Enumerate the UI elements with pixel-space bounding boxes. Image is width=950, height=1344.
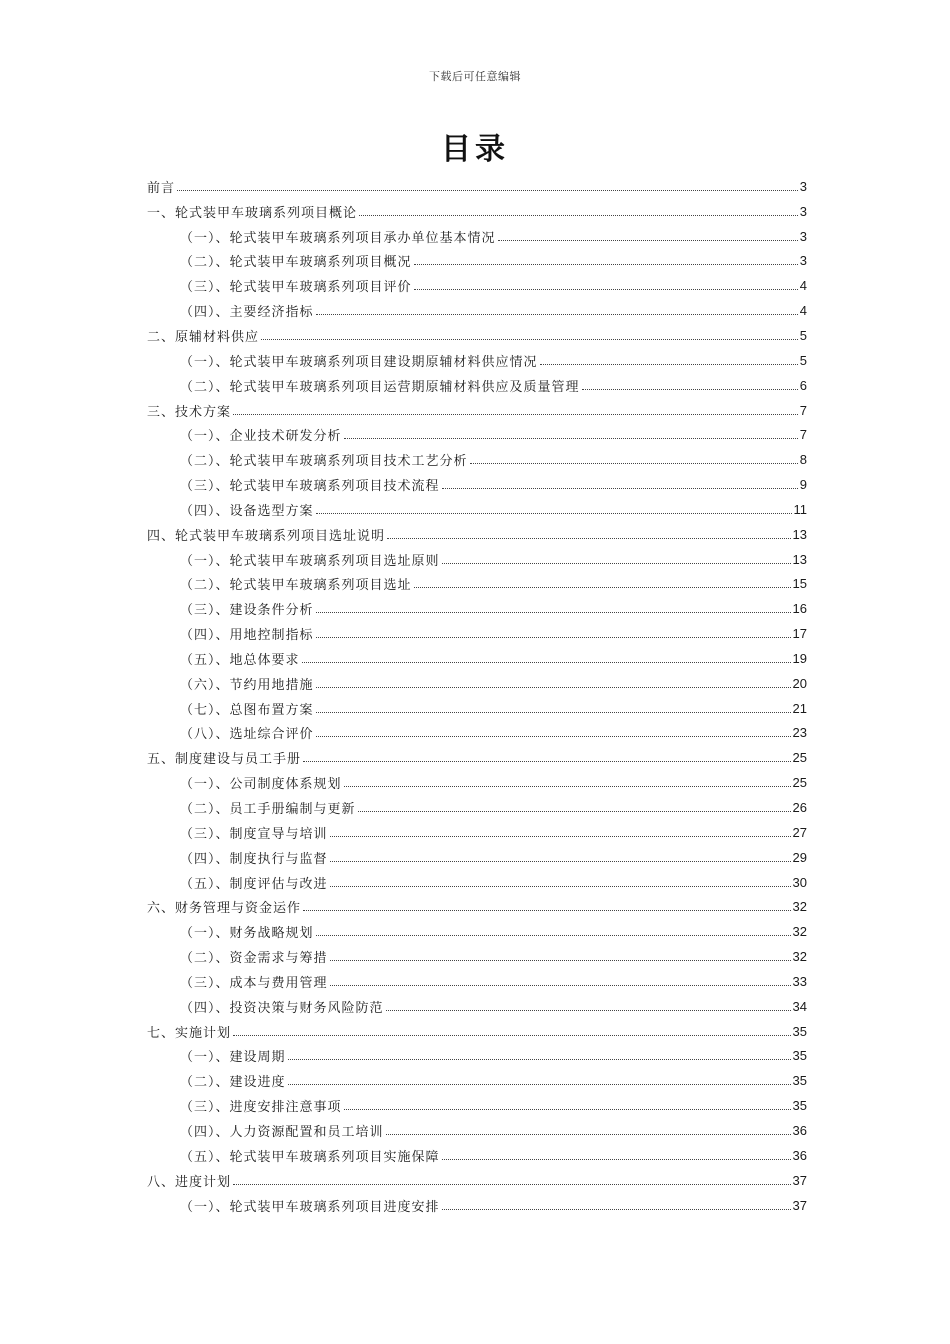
toc-dot-leader — [330, 985, 791, 986]
toc-entry-label: （四）、投资决策与财务风险防范 — [180, 1000, 384, 1016]
toc-entry-label: （七）、总图布置方案 — [180, 702, 314, 718]
toc-entry[interactable] — [147, 1118, 807, 1143]
toc-dot-leader — [233, 414, 798, 415]
table-of-contents — [147, 174, 807, 1217]
toc-entry-label: （三）、成本与费用管理 — [180, 975, 328, 991]
toc-dot-leader — [316, 736, 791, 737]
toc-entry-label: （二）、建设进度 — [180, 1075, 286, 1091]
toc-entry-label: （四）、设备选型方案 — [180, 503, 314, 519]
toc-entry[interactable] — [147, 298, 807, 323]
toc-dot-leader — [233, 1035, 791, 1036]
toc-page-number: 11 — [793, 501, 807, 517]
toc-entry[interactable] — [147, 596, 807, 621]
toc-page-number: 35 — [792, 1073, 807, 1089]
toc-page-number: 32 — [792, 949, 807, 965]
toc-page-number: 7 — [799, 402, 807, 418]
toc-entry[interactable] — [147, 224, 807, 249]
toc-dot-leader — [316, 712, 791, 713]
toc-entry[interactable] — [147, 820, 807, 845]
toc-entry-label: （三）、制度宣导与培训 — [180, 826, 328, 842]
toc-entry-label: （五）、制度评估与改进 — [180, 876, 328, 892]
toc-page-number: 29 — [792, 849, 807, 865]
toc-page-number: 37 — [792, 1197, 807, 1213]
toc-page-number: 36 — [792, 1122, 807, 1138]
toc-entry[interactable] — [147, 522, 807, 547]
toc-entry-label: （四）、人力资源配置和员工培训 — [180, 1124, 384, 1140]
toc-entry-label: （八）、选址综合评价 — [180, 727, 314, 743]
toc-page-number: 7 — [799, 427, 807, 443]
toc-entry-label: （二）、轮式装甲车玻璃系列项目概况 — [180, 255, 412, 271]
toc-entry[interactable] — [147, 1068, 807, 1093]
toc-entry-label: 三、技术方案 — [147, 404, 232, 420]
toc-entry-label: （五）、地总体要求 — [180, 652, 300, 668]
toc-entry[interactable] — [147, 572, 807, 597]
toc-dot-leader — [414, 587, 791, 588]
toc-dot-leader — [288, 1084, 791, 1085]
toc-entry[interactable] — [147, 745, 807, 770]
toc-entry-label: （三）、进度安排注意事项 — [180, 1100, 342, 1116]
toc-dot-leader — [582, 389, 798, 390]
toc-entry-label: 七、实施计划 — [147, 1025, 232, 1041]
toc-dot-leader — [288, 1059, 791, 1060]
toc-page-number: 3 — [799, 178, 807, 194]
toc-entry[interactable] — [147, 1143, 807, 1168]
toc-page-number: 5 — [799, 352, 807, 368]
toc-page-number: 20 — [792, 675, 807, 691]
toc-page-number: 25 — [792, 750, 807, 766]
toc-page-number: 13 — [792, 526, 807, 542]
toc-entry[interactable] — [147, 323, 807, 348]
toc-entry-label: （三）、建设条件分析 — [180, 603, 314, 619]
toc-dot-leader — [344, 438, 798, 439]
toc-page-number: 25 — [792, 775, 807, 791]
toc-entry-label: 前言 — [147, 180, 176, 196]
toc-entry-label: （六）、节约用地措施 — [180, 677, 314, 693]
toc-entry[interactable] — [147, 249, 807, 274]
toc-page-number: 35 — [792, 1048, 807, 1064]
toc-dot-leader — [414, 264, 798, 265]
toc-page-number: 36 — [792, 1147, 807, 1163]
toc-dot-leader — [540, 364, 798, 365]
toc-entry-label: （二）、轮式装甲车玻璃系列项目选址 — [180, 578, 412, 594]
toc-entry[interactable] — [147, 447, 807, 472]
toc-entry-label: （四）、主要经济指标 — [180, 305, 314, 321]
toc-entry[interactable] — [147, 845, 807, 870]
toc-dot-leader — [316, 637, 791, 638]
toc-entry-label: （二）、轮式装甲车玻璃系列项目技术工艺分析 — [180, 454, 468, 470]
toc-entry-label: 六、财务管理与资金运作 — [147, 901, 302, 917]
toc-dot-leader — [316, 513, 792, 514]
toc-page-number: 8 — [799, 452, 807, 468]
toc-dot-leader — [498, 240, 798, 241]
toc-entry[interactable] — [147, 1168, 807, 1193]
toc-page-number: 27 — [792, 824, 807, 840]
toc-dot-leader — [442, 563, 791, 564]
toc-entry-label: （四）、用地控制指标 — [180, 628, 314, 644]
toc-entry-label: （一）、公司制度体系规划 — [180, 777, 342, 793]
toc-dot-leader — [316, 314, 798, 315]
toc-entry-label: 二、原辅材料供应 — [147, 329, 260, 345]
toc-dot-leader — [316, 612, 791, 613]
toc-dot-leader — [387, 538, 791, 539]
toc-page-number: 34 — [792, 998, 807, 1014]
toc-page-number: 19 — [792, 650, 807, 666]
toc-entry-label: （一）、企业技术研发分析 — [180, 429, 342, 445]
toc-entry[interactable] — [147, 273, 807, 298]
toc-page-number: 16 — [792, 601, 807, 617]
toc-dot-leader — [330, 960, 791, 961]
toc-page-number: 3 — [799, 228, 807, 244]
toc-dot-leader — [303, 761, 791, 762]
toc-page-number: 4 — [799, 303, 807, 319]
toc-entry-label: 八、进度计划 — [147, 1174, 232, 1190]
toc-entry[interactable] — [147, 174, 807, 199]
toc-dot-leader — [358, 811, 791, 812]
toc-entry[interactable] — [147, 547, 807, 572]
toc-entry[interactable] — [147, 919, 807, 944]
toc-entry[interactable] — [147, 1193, 807, 1218]
toc-entry[interactable] — [147, 1093, 807, 1118]
toc-dot-leader — [359, 215, 798, 216]
toc-dot-leader — [442, 1209, 791, 1210]
toc-page-number: 30 — [792, 874, 807, 890]
toc-entry[interactable] — [147, 1044, 807, 1069]
toc-entry[interactable] — [147, 894, 807, 919]
toc-page-number: 15 — [792, 576, 807, 592]
toc-dot-leader — [330, 886, 791, 887]
toc-page-number: 13 — [792, 551, 807, 567]
toc-page-number: 33 — [792, 973, 807, 989]
toc-entry-label: （四）、制度执行与监督 — [180, 851, 328, 867]
toc-page-number: 17 — [792, 626, 807, 642]
toc-entry[interactable] — [147, 944, 807, 969]
toc-entry[interactable] — [147, 373, 807, 398]
toc-entry[interactable] — [147, 696, 807, 721]
toc-entry[interactable] — [147, 199, 807, 224]
toc-entry[interactable] — [147, 621, 807, 646]
toc-entry-label: （二）、员工手册编制与更新 — [180, 802, 356, 818]
toc-page-number: 23 — [792, 725, 807, 741]
toc-entry-label: （一）、财务战略规划 — [180, 926, 314, 942]
toc-entry-label: （一）、轮式装甲车玻璃系列项目承办单位基本情况 — [180, 230, 496, 246]
toc-page-number: 26 — [792, 800, 807, 816]
toc-page-number: 3 — [799, 253, 807, 269]
toc-entry-label: 一、轮式装甲车玻璃系列项目概论 — [147, 205, 358, 221]
toc-entry-label: 五、制度建设与员工手册 — [147, 752, 302, 768]
toc-page-number: 21 — [792, 700, 807, 716]
toc-page-number: 3 — [799, 203, 807, 219]
toc-dot-leader — [303, 910, 791, 911]
toc-entry[interactable] — [147, 795, 807, 820]
toc-entry[interactable] — [147, 497, 807, 522]
toc-page-number: 6 — [799, 377, 807, 393]
toc-dot-leader — [330, 861, 791, 862]
toc-page-number: 5 — [799, 327, 807, 343]
toc-entry[interactable] — [147, 969, 807, 994]
toc-entry[interactable] — [147, 1019, 807, 1044]
toc-page-number: 32 — [792, 899, 807, 915]
header-note: 下载后可任意编辑 — [429, 70, 521, 83]
toc-dot-leader — [442, 488, 798, 489]
toc-page-number: 35 — [792, 1023, 807, 1039]
toc-dot-leader — [316, 687, 791, 688]
toc-title: 目录 — [441, 132, 509, 167]
toc-dot-leader — [302, 662, 791, 663]
toc-entry-label: （一）、轮式装甲车玻璃系列项目选址原则 — [180, 553, 440, 569]
toc-entry[interactable] — [147, 671, 807, 696]
toc-dot-leader — [330, 836, 791, 837]
toc-entry[interactable] — [147, 870, 807, 895]
toc-entry-label: （二）、轮式装甲车玻璃系列项目运营期原辅材料供应及质量管理 — [180, 379, 580, 395]
toc-dot-leader — [177, 190, 798, 191]
toc-dot-leader — [442, 1159, 791, 1160]
toc-entry[interactable] — [147, 721, 807, 746]
toc-entry-label: （一）、轮式装甲车玻璃系列项目进度安排 — [180, 1199, 440, 1215]
toc-dot-leader — [386, 1010, 791, 1011]
toc-dot-leader — [414, 289, 798, 290]
toc-entry-label: （三）、轮式装甲车玻璃系列项目评价 — [180, 280, 412, 296]
toc-entry-label: （二）、资金需求与筹措 — [180, 951, 328, 967]
toc-entry[interactable] — [147, 398, 807, 423]
toc-entry-label: （三）、轮式装甲车玻璃系列项目技术流程 — [180, 479, 440, 495]
toc-page-number: 9 — [799, 477, 807, 493]
toc-entry-label: （一）、轮式装甲车玻璃系列项目建设期原辅材料供应情况 — [180, 354, 538, 370]
toc-dot-leader — [386, 1134, 791, 1135]
toc-page-number: 35 — [792, 1098, 807, 1114]
toc-page-number: 4 — [799, 278, 807, 294]
toc-dot-leader — [344, 1109, 791, 1110]
toc-entry[interactable] — [147, 348, 807, 373]
toc-dot-leader — [344, 786, 791, 787]
toc-page-number: 37 — [792, 1172, 807, 1188]
toc-entry-label: 四、轮式装甲车玻璃系列项目选址说明 — [147, 528, 386, 544]
toc-entry[interactable] — [147, 646, 807, 671]
toc-entry-label: （五）、轮式装甲车玻璃系列项目实施保障 — [180, 1149, 440, 1165]
toc-entry[interactable] — [147, 472, 807, 497]
toc-page-number: 32 — [792, 924, 807, 940]
toc-entry[interactable] — [147, 770, 807, 795]
toc-dot-leader — [470, 463, 798, 464]
toc-entry-label: （一）、建设周期 — [180, 1050, 286, 1066]
toc-entry[interactable] — [147, 422, 807, 447]
toc-dot-leader — [233, 1184, 791, 1185]
toc-dot-leader — [261, 339, 798, 340]
toc-dot-leader — [316, 935, 791, 936]
toc-entry[interactable] — [147, 994, 807, 1019]
